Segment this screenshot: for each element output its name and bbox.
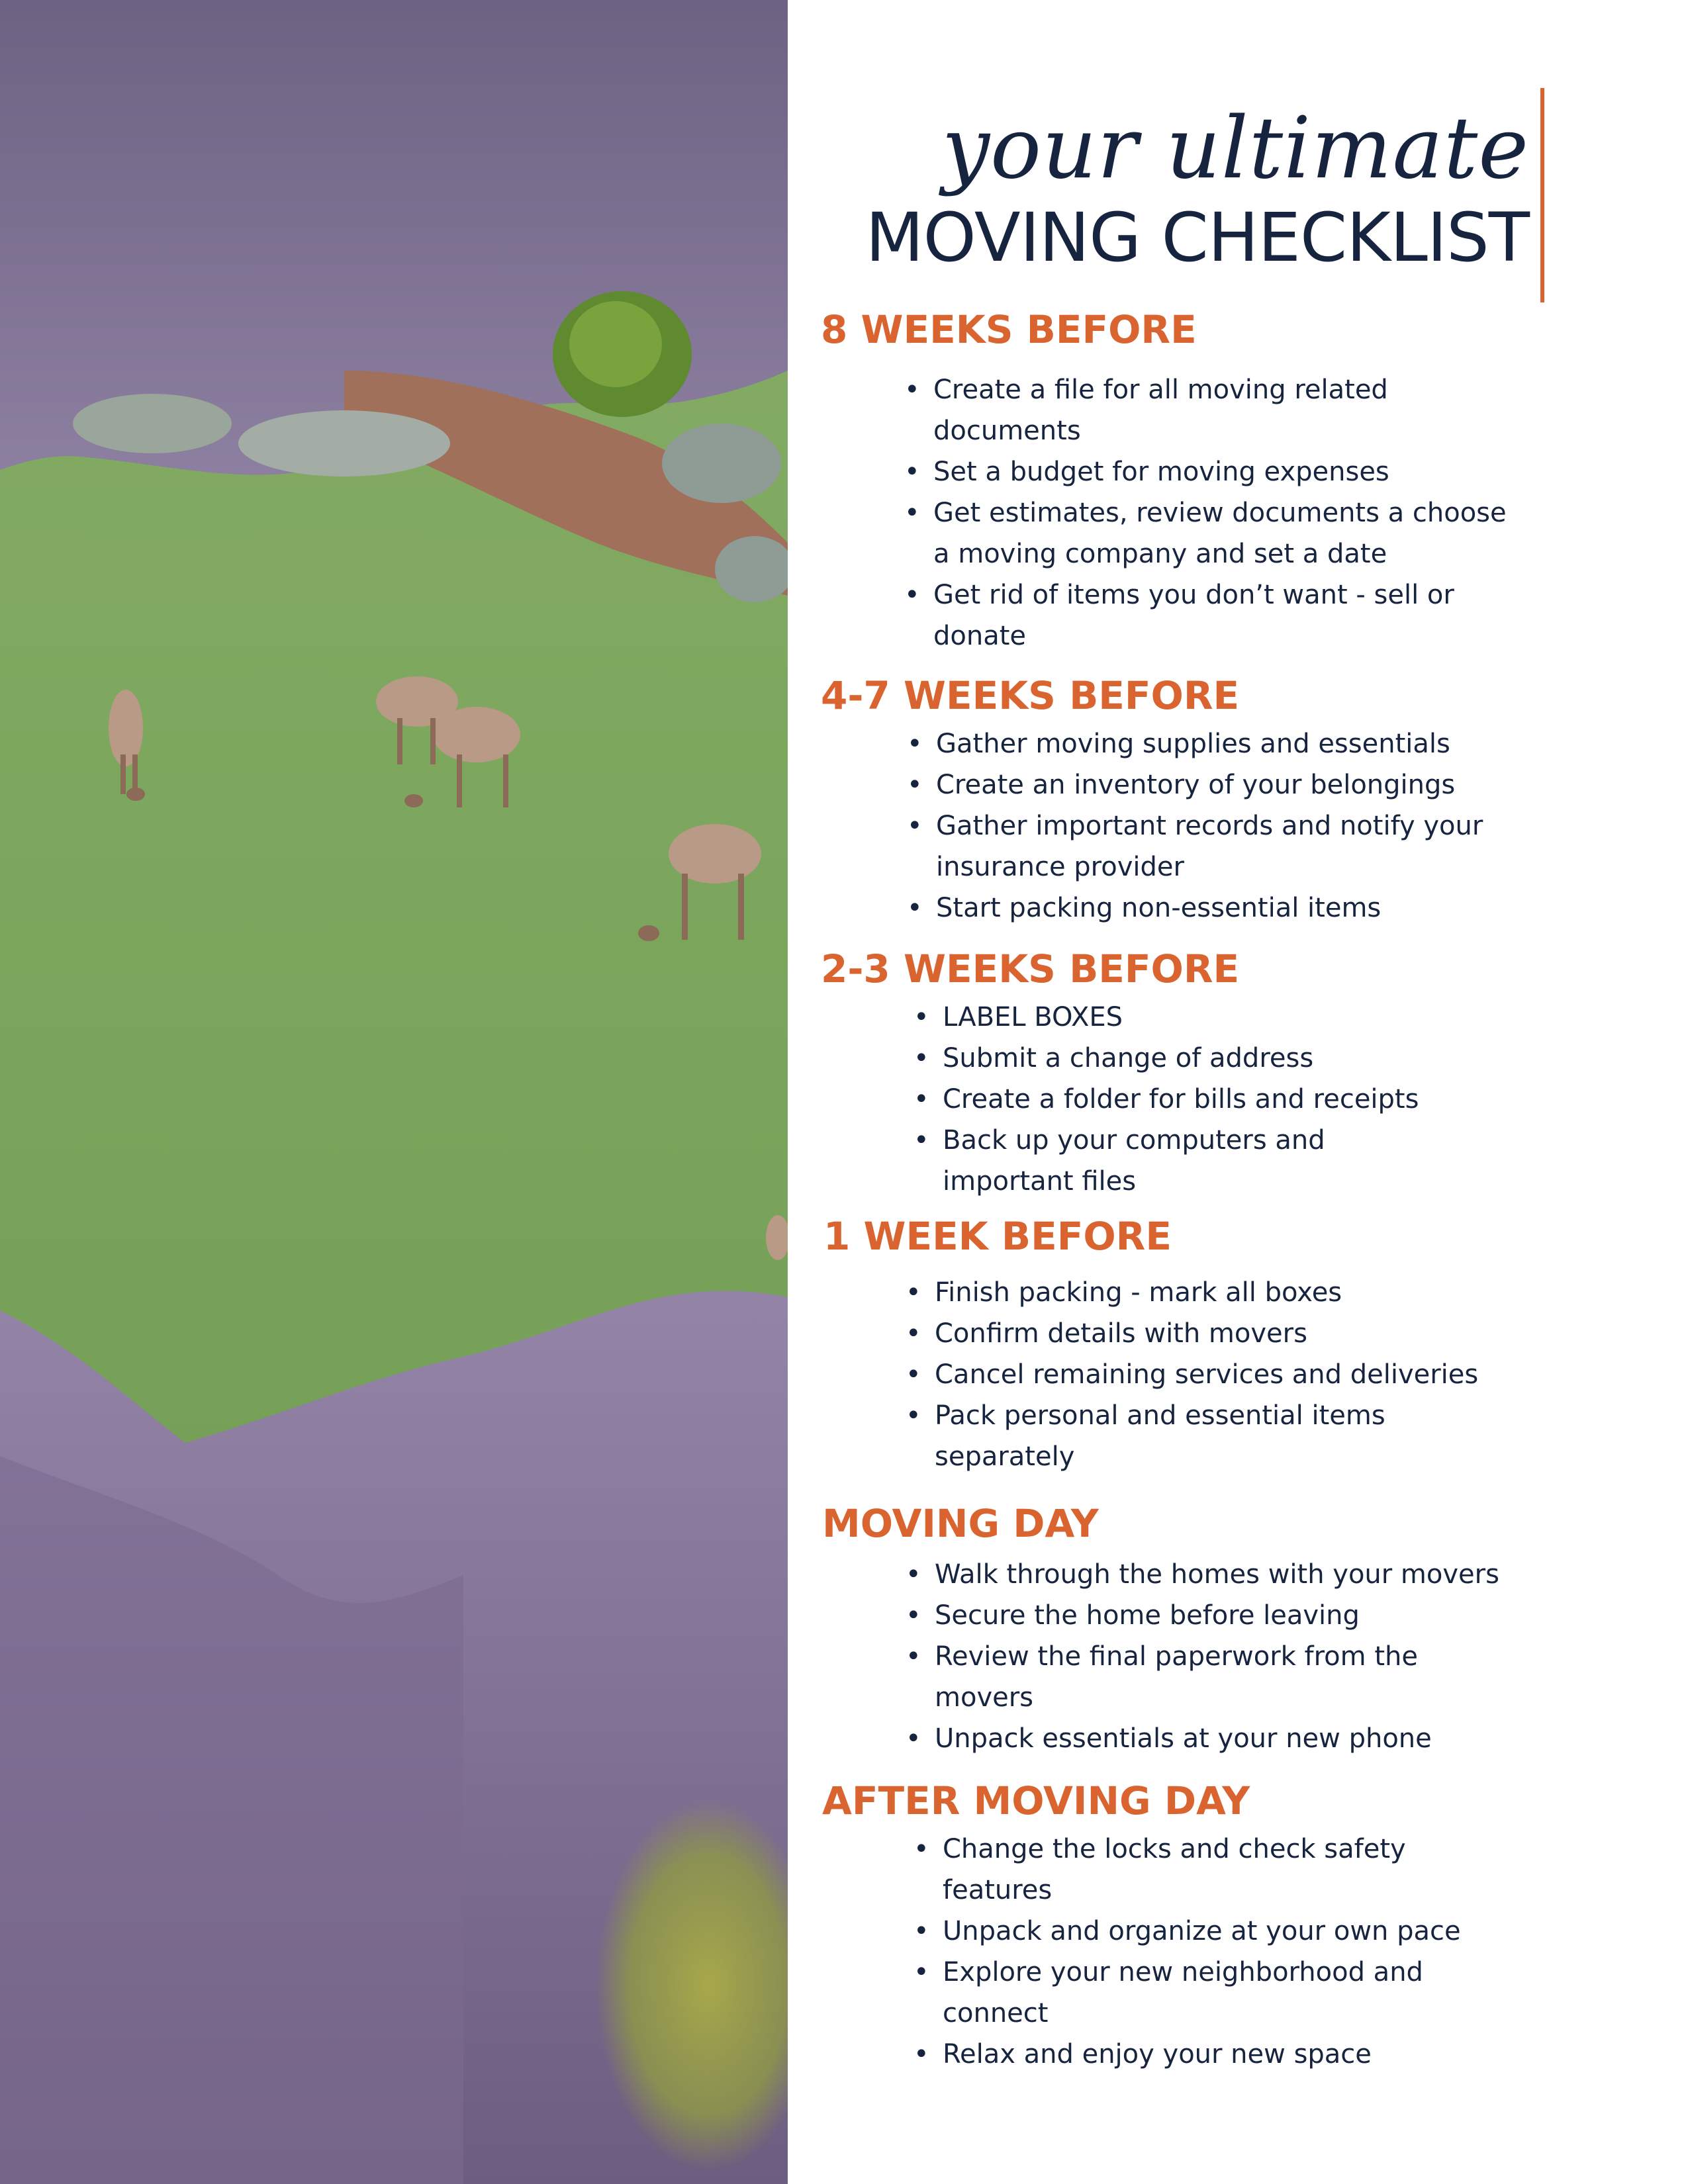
checklist-item: • Set a budget for moving expenses xyxy=(933,451,1628,492)
checklist-item: • Walk through the homes with your movers xyxy=(935,1554,1628,1595)
checklist-item: • Change the locks and check safety features xyxy=(943,1829,1628,1911)
checklist-panel xyxy=(788,0,1688,2184)
bullet-icon: • xyxy=(906,1559,921,1590)
title-script: your ultimate xyxy=(941,99,1529,198)
bullet-icon: • xyxy=(914,1043,929,1073)
checklist-item: • Secure the home before leaving xyxy=(935,1595,1628,1636)
checklist-item: • LABEL BOXES xyxy=(943,997,1628,1038)
bullet-icon: • xyxy=(904,498,920,528)
checklist-item: • Pack personal and essential items separately xyxy=(935,1395,1628,1477)
checklist-item: • Gather important records and notify your insurance provider xyxy=(936,805,1628,887)
checklist-item: • Review the final paperwork from the movers xyxy=(935,1636,1628,1718)
checklist-item: • Back up your computers and important files xyxy=(943,1120,1628,1202)
bullet-icon: • xyxy=(906,1600,921,1631)
bullet-icon: • xyxy=(914,1916,929,1946)
checklist-item: • Get estimates, review documents a choose a moving company and set a date xyxy=(933,492,1628,574)
bullet-icon: • xyxy=(904,375,920,405)
checklist-item: • Get rid of items you don’t want - sell or donate xyxy=(933,574,1628,657)
bullet-icon: • xyxy=(914,1084,929,1115)
section-8-weeks-before xyxy=(821,306,1628,657)
checklist-item: • Finish packing - mark all boxes xyxy=(935,1272,1628,1313)
checklist-item: • Start packing non-essential items xyxy=(936,887,1628,929)
checklist-item: • Gather moving supplies and essentials xyxy=(936,723,1628,764)
checklist-item: • Submit a change of address xyxy=(943,1038,1628,1079)
section-after-moving-day xyxy=(821,1777,1628,2075)
checklist-item: • Unpack essentials at your new phone xyxy=(935,1718,1628,1759)
bullet-icon: • xyxy=(907,729,923,759)
section-4-7-weeks-before xyxy=(821,672,1628,929)
bullet-icon: • xyxy=(914,1125,929,1156)
bullet-icon: • xyxy=(906,1723,921,1754)
checklist xyxy=(906,1554,1628,1759)
section-heading: MOVING DAY xyxy=(822,1501,1099,1546)
section-heading: 4-7 WEEKS BEFORE xyxy=(821,673,1240,718)
checklist-item: • Explore your new neighborhood and connect xyxy=(943,1952,1628,2034)
landscape-photo xyxy=(0,0,788,2184)
bullet-icon: • xyxy=(907,811,923,841)
bullet-icon: • xyxy=(904,457,920,487)
checklist-item: • Cancel remaining services and deliveries xyxy=(935,1354,1628,1395)
page-title: MOVING CHECKLIST xyxy=(865,199,1529,277)
checklist xyxy=(906,1272,1628,1477)
bullet-icon: • xyxy=(914,1002,929,1032)
bullet-icon: • xyxy=(914,1834,929,1864)
section-heading: 8 WEEKS BEFORE xyxy=(821,307,1197,352)
checklist-item: • Confirm details with movers xyxy=(935,1313,1628,1354)
section-1-week-before xyxy=(821,1212,1628,1477)
checklist xyxy=(904,369,1628,657)
checklist xyxy=(914,997,1628,1202)
section-moving-day xyxy=(821,1500,1628,1759)
bullet-icon: • xyxy=(906,1359,921,1390)
title-accent-rule xyxy=(1540,88,1544,302)
checklist-item: • Create a folder for bills and receipts xyxy=(943,1079,1628,1120)
bullet-icon: • xyxy=(906,1400,921,1431)
checklist xyxy=(907,723,1628,929)
checklist-item: • Create a file for all moving related documents xyxy=(933,369,1628,451)
checklist-item: • Relax and enjoy your new space xyxy=(943,2034,1628,2075)
section-heading: 1 WEEK BEFORE xyxy=(823,1214,1172,1259)
bullet-icon: • xyxy=(914,2039,929,2070)
section-2-3-weeks-before xyxy=(821,945,1628,1202)
bullet-icon: • xyxy=(904,580,920,610)
bullet-icon: • xyxy=(907,893,923,923)
checklist-item: • Create an inventory of your belongings xyxy=(936,764,1628,805)
bullet-icon: • xyxy=(907,770,923,800)
bullet-icon: • xyxy=(914,1957,929,1987)
bullet-icon: • xyxy=(906,1318,921,1349)
section-heading: AFTER MOVING DAY xyxy=(822,1778,1250,1823)
checklist xyxy=(914,1829,1628,2075)
bullet-icon: • xyxy=(906,1277,921,1308)
checklist-item: • Unpack and organize at your own pace xyxy=(943,1911,1628,1952)
bullet-icon: • xyxy=(906,1641,921,1672)
section-heading: 2-3 WEEKS BEFORE xyxy=(821,946,1240,991)
